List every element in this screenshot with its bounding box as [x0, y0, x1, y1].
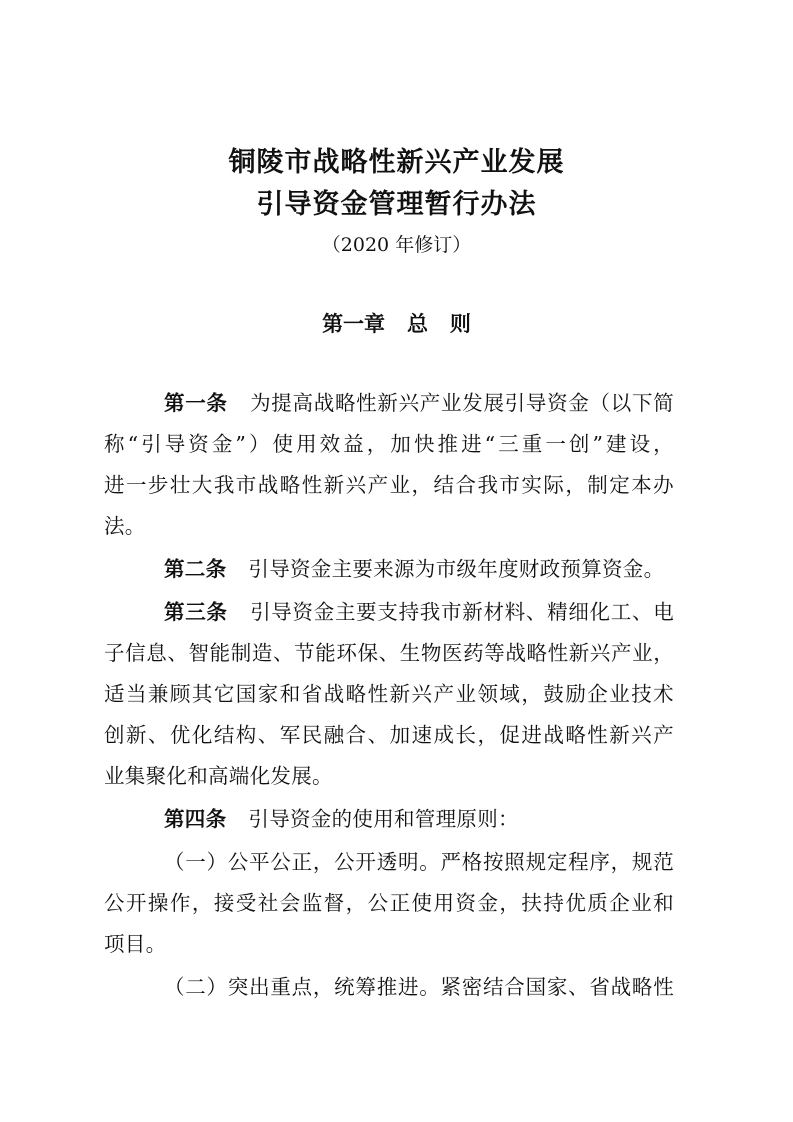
chapter-heading: 第一章 总 则	[322, 312, 471, 336]
article-4-text: 引导资金的使用和管理原则：	[248, 807, 519, 831]
document-title-line-1: 铜陵市战略性新兴产业发展	[228, 147, 565, 178]
principle-1-line-2: 公开操作，接受社会监督，公正使用资金，扶持优质企业和	[104, 891, 674, 915]
document-title-line-2: 引导资金管理暂行办法	[256, 189, 537, 220]
principle-2-line-1: （二）突出重点，统筹推进。紧密结合国家、省战略性	[164, 975, 674, 999]
article-4-line-1	[164, 802, 519, 832]
article-3-text: 引导资金主要支持我市新材料、精细化工、电	[249, 600, 674, 624]
article-3-line-1	[164, 595, 674, 625]
article-1-line-4: 法。	[104, 514, 146, 538]
article-4-label: 第四条	[164, 807, 227, 831]
article-3-line-3: 适当兼顾其它国家和省战略性新兴产业领域，鼓励企业技术	[104, 682, 674, 706]
article-2-text: 引导资金主要来源为市级年度财政预算资金。	[248, 557, 665, 581]
article-2-line-1	[164, 552, 664, 582]
article-3-label: 第三条	[164, 600, 228, 624]
article-1-text: 为提高战略性新兴产业发展引导资金（以下简	[249, 391, 674, 415]
article-3-line-4: 创新、优化结构、军民融合、加速成长，促进战略性新兴产	[104, 723, 674, 747]
article-3-line-5: 业集聚化和高端化发展。	[104, 764, 333, 788]
principle-1-line-1: （一）公平公正，公开透明。严格按照规定程序，规范	[164, 850, 674, 874]
article-2-label: 第二条	[164, 557, 227, 581]
article-1-line-3: 进一步壮大我市战略性新兴产业，结合我市实际，制定本办	[104, 473, 674, 497]
article-1-line-1	[164, 386, 674, 416]
article-1-line-2: 称“引导资金”）使用效益，加快推进“三重一创”建设，	[104, 432, 674, 456]
article-1-label: 第一条	[164, 391, 228, 415]
article-3-line-2: 子信息、智能制造、节能环保、生物医药等战略性新兴产业，	[104, 641, 674, 665]
document-revision-note: （2020 年修订）	[321, 234, 472, 256]
principle-1-line-3: 项目。	[104, 932, 167, 956]
